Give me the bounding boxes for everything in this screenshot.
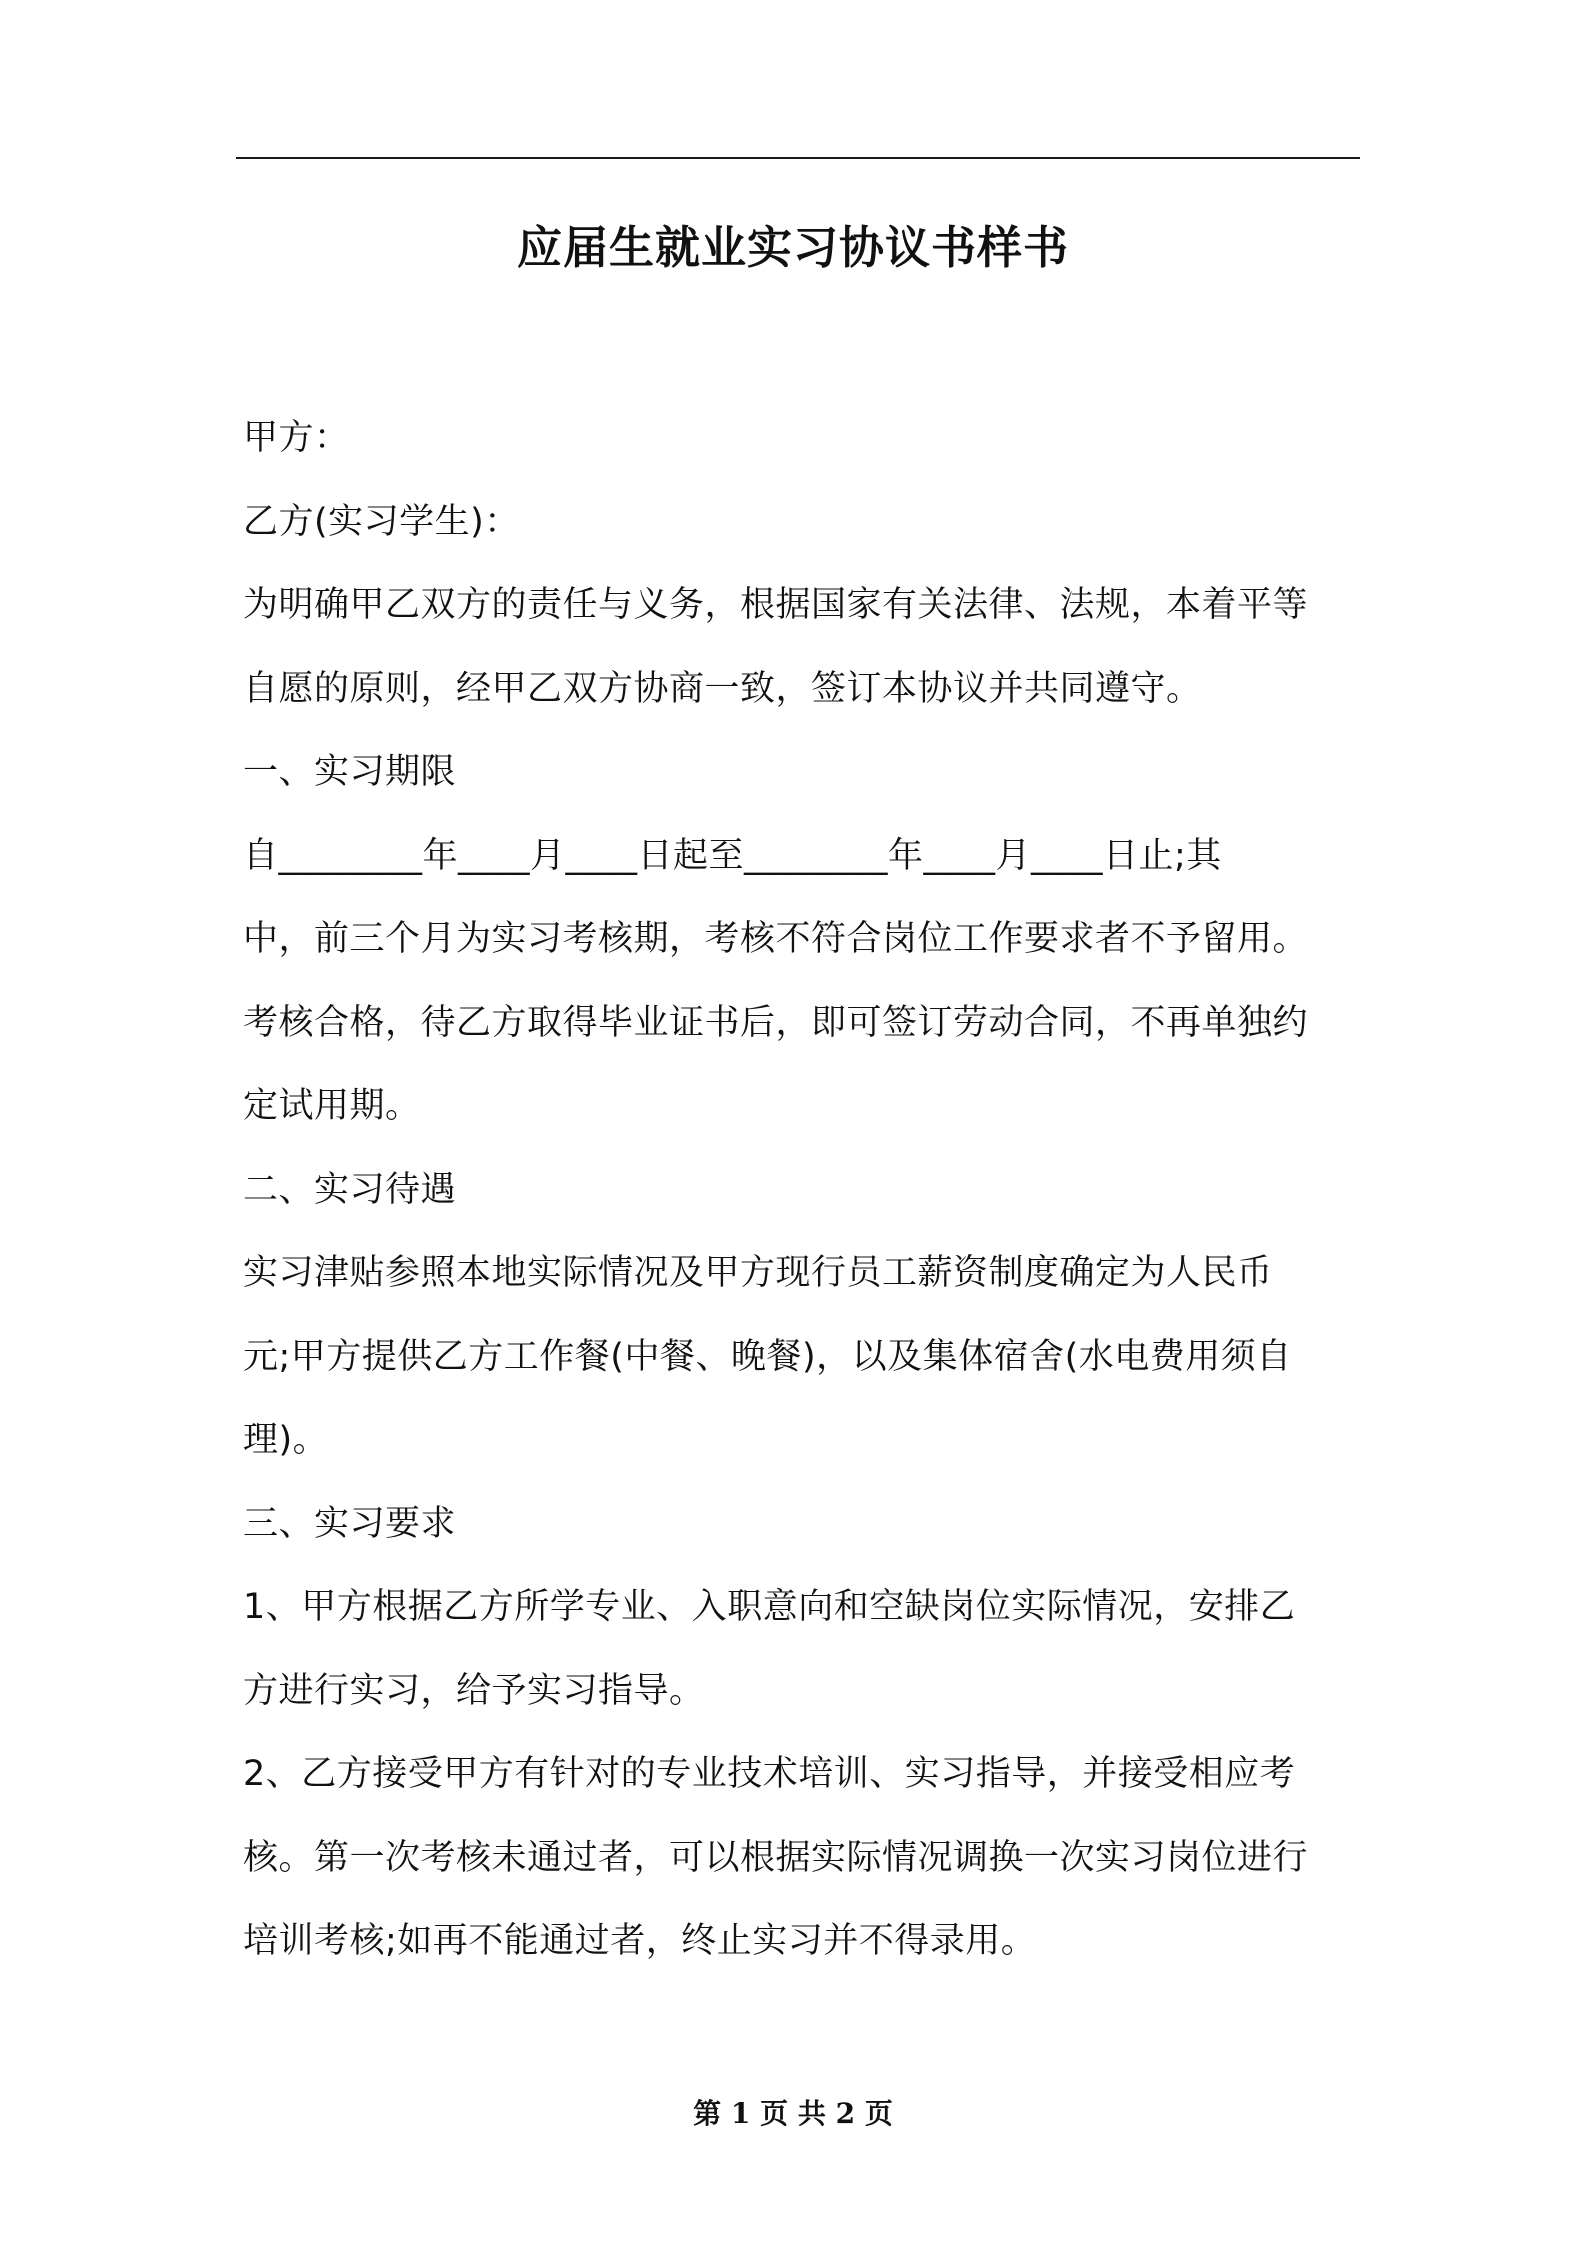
party-b-line: 乙方(实习学生)： [243,501,520,542]
period-line-4: 定试用期。 [243,1086,421,1126]
period-line-3: 考核合格，待乙方取得毕业证书后，即可签订劳动合同，不再单独约 [243,1002,1309,1043]
header-rule [236,157,1360,159]
section-heading-internship-period: 一、实习期限 [243,752,457,792]
document-body [243,408,1360,1995]
section-heading-internship-pay: 二、实习待遇 [243,1169,457,1210]
requirement-1-line-2: 方进行实习，给予实习指导。 [243,1670,705,1711]
pay-line-3: 理)。 [243,1420,329,1460]
requirement-1-line-1: 1、甲方根据乙方所学专业、入职意向和空缺岗位实际情况，安排乙 [243,1587,1296,1627]
pay-line-2: 元;甲方提供乙方工作餐(中餐、晚餐)，以及集体宿舍(水电费用须自 [243,1336,1292,1377]
preamble-line-1: 为明确甲乙双方的责任与义务，根据国家有关法律、法规，本着平等 [243,585,1309,625]
period-line-2: 中，前三个月为实习考核期，考核不符合岗位工作要求者不予留用。 [243,919,1309,959]
page-number-footer: 第 1 页 共 2 页 [693,2097,893,2130]
pay-line-1: 实习津贴参照本地实际情况及甲方现行员工薪资制度确定为人民币 [243,1253,1273,1293]
period-line-1: 自________年____月____日起至________年____月____日止;其 [243,835,1222,876]
requirement-2-line-2: 核。第一次考核未通过者，可以根据实际情况调换一次实习岗位进行 [243,1837,1309,1878]
preamble-line-2: 自愿的原则，经甲乙双方协商一致，签订本协议并共同遵守。 [243,668,1202,709]
party-a-line: 甲方： [243,418,350,458]
document-title: 应届生就业实习协议书样书 [516,221,1069,274]
requirement-2-line-1: 2、乙方接受甲方有针对的专业技术培训、实习指导，并接受相应考 [243,1754,1296,1794]
section-heading-internship-requirements: 三、实习要求 [243,1503,457,1544]
requirement-2-line-3: 培训考核;如再不能通过者，终止实习并不得录用。 [243,1921,1037,1961]
